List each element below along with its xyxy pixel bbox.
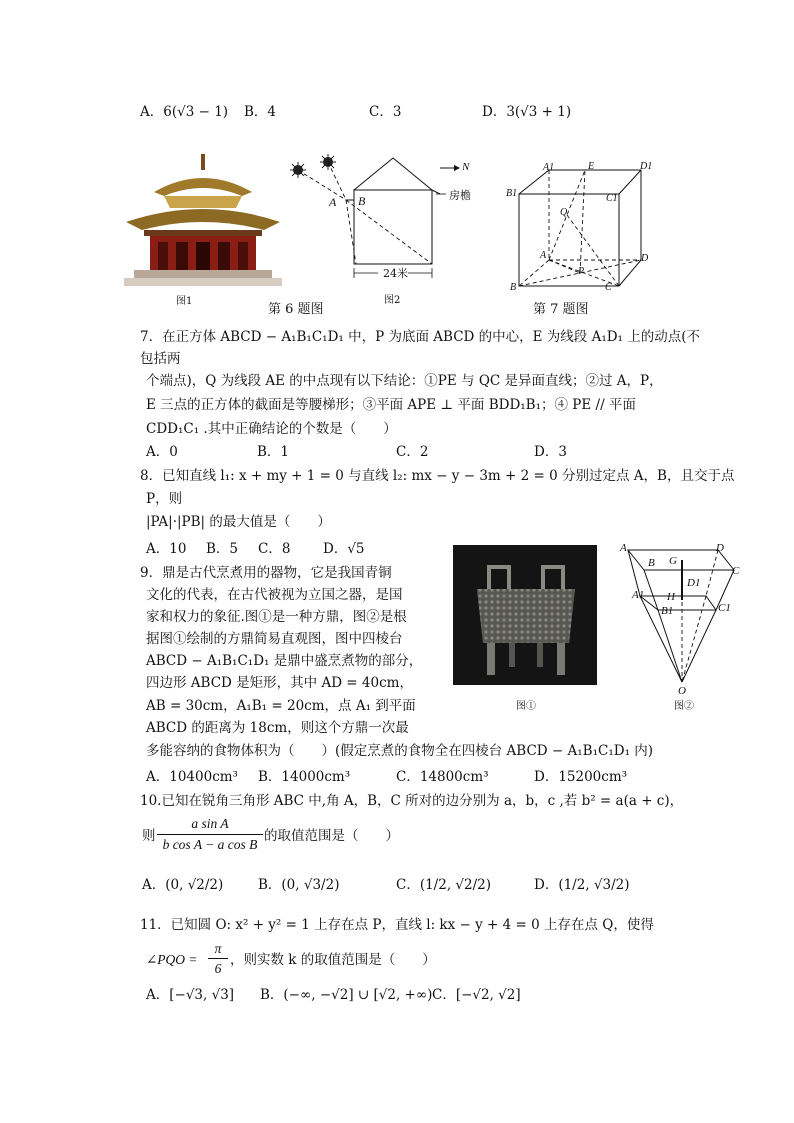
q11-fraction-denominator: 6 [214,961,222,976]
cube-label-d1: D1 [640,161,653,172]
q7-option-c: C．2 [396,444,429,460]
q10-option-b: B．(0, √3/2) [258,877,340,893]
cube-label-a: A [540,250,547,261]
frustum-label-b: B [648,557,655,569]
frustum-label-d: D [716,542,724,554]
q7-line-1: 7．在正方体 ABCD − A₁B₁C₁D₁ 中，P 为底面 ABCD 的中心，E 为线段 A₁D₁ 上的动点(不 [140,329,701,345]
q7-line-5: CDD₁C₁ .其中正确结论的个数是（ ） [146,421,397,437]
q9-line-1: 9．鼎是古代烹煮用的器物，它是我国青铜 [140,565,392,581]
q8-line-2: P，则 [146,491,183,507]
cube-label-b1: B1 [506,188,518,199]
frustum-label-g: G [669,555,677,567]
fig1-caption: 图1 [176,296,193,307]
frustum-label-a: A [620,542,627,554]
q10-suffix: 的取值范围是（ ） [264,828,399,844]
q9-line-6: 四边形 ABCD 是矩形，其中 AD = 40cm， [146,675,413,691]
fig2-caption: 图2 [384,295,401,306]
cube-label-b: B [510,282,517,293]
frustum-diagram [620,540,750,692]
pavilion-photo [124,150,282,286]
q9-line-9: 多能容纳的食物体积为（ ）(假定烹煮的食物全在四棱台 ABCD − A₁B₁C₁D₁ 内) [146,743,654,759]
q11-fraction [208,940,228,977]
q11-fraction-numerator: π [214,941,222,956]
q10-option-a: A．(0, √2/2) [142,877,224,893]
q7-option-a: A．0 [146,444,178,460]
q10-line-1: 10.已知在锐角三角形 ABC 中,角 A，B，C 所对的边分别为 a，b，c ,若 b² = a(a + c)， [140,793,684,809]
q9-option-b: B．14000cm³ [258,769,351,785]
q7-line-3: 个端点)，Q 为线段 AE 的中点现有以下结论：①PE 与 QC 是异面直线；②过 A，P， [146,373,663,389]
q11-option-b: B．(−∞, −√2] ∪ [√2, +∞) [260,987,433,1003]
ding-diagram-caption: 图② [674,701,694,712]
q9-line-4: 据图①绘制的方鼎简易直观图，图中四棱台 [146,631,403,647]
ding-photo-caption: 图① [516,701,536,712]
q5-option-a: A．6(√3 − 1) [140,104,229,120]
q8-line-1: 8．已知直线 l₁: x + my + 1 = 0 与直线 l₂: mx − y − 3m + 2 = 0 分别过定点 A，B，且交于点 [140,468,735,484]
q10-fraction-denominator: b cos A − a cos B [162,837,258,852]
q8-option-b: B．5 [206,541,239,557]
q11-fraction-bar [208,958,228,959]
q11-option-a: A．[−√3, √3] [146,987,235,1003]
fig2-north-label: N [462,161,470,173]
frustum-label-a1: A1 [632,589,645,601]
q10-fraction-bar [157,834,263,835]
fig2-label-b: B [358,194,366,208]
q11-prefix: ∠PQO = [146,952,198,967]
q7-option-b: B．1 [257,444,290,460]
fig2-eave-label: 房檐 [449,189,471,202]
q9-line-8: ABCD 的距离为 18cm，则这个方鼎一次最 [146,720,409,736]
q9-line-5: ABCD − A₁B₁C₁D₁ 是鼎中盛烹煮物的部分， [146,653,423,669]
q9-line-7: AB = 30cm，A₁B₁ = 20cm，点 A₁ 到平面 [146,698,416,714]
q8-option-a: A．10 [146,541,187,557]
q6-figure-caption: 第 6 题图 [268,302,324,317]
q11-option-c: C．[−√2, √2] [432,987,521,1003]
shadow-diagram [290,150,480,282]
q9-option-d: D．15200cm³ [534,769,628,785]
frustum-label-c: C [732,565,740,577]
q5-option-b: B．4 [244,104,277,120]
q7-figure-caption: 第 7 题图 [533,302,589,317]
q11-line-1: 11．已知圆 O: x² + y² = 1 上存在点 P，直线 l: kx − y + 4 = 0 上存在点 Q，使得 [140,917,654,933]
q5-option-c: C．3 [369,104,402,120]
frustum-label-h: H [667,591,675,603]
cube-label-e: E [588,161,595,172]
frustum-label-c1: C1 [718,602,731,614]
q10-fraction-numerator: a sin A [191,816,229,831]
q8-option-d: D．√5 [323,541,365,557]
cube-label-q: Q [560,207,568,218]
q10-fraction [157,815,263,854]
q7-line-4: E 三点的正方体的截面是等腰梯形；③平面 APE ⊥ 平面 BDD₁B₁；④ PE // 平面 [146,397,636,413]
ding-photo [453,545,597,685]
q9-line-2: 文化的代表，在古代被视为立国之器，是国 [146,587,403,603]
q9-option-a: A．10400cm³ [146,769,238,785]
q7-option-d: D．3 [534,444,567,460]
q10-option-d: D．(1/2, √3/2) [534,877,630,893]
frustum-label-d1: D1 [687,577,701,589]
q5-option-d: D．3(√3 + 1) [482,104,572,120]
cube-label-c: C [605,282,612,293]
cube-label-d: D [641,253,649,264]
fig2-label-a: A [329,195,337,209]
cube-label-p: P [578,266,585,277]
fig2-dimension-label: 24米 [383,267,408,280]
q10-option-c: C．(1/2, √2/2) [396,877,492,893]
q10-prefix: 则 [142,828,156,844]
frustum-label-b1: B1 [661,605,674,617]
frustum-label-o: O [678,685,686,697]
q7-line-2: 包括两 [140,351,181,367]
cube-label-a1: A1 [543,162,555,173]
q9-line-3: 家和权力的象征.图①是一种方鼎，图②是根 [146,609,407,625]
q9-option-c: C．14800cm³ [396,769,489,785]
q11-suffix: ，则实数 k 的取值范围是（ ） [230,952,436,968]
cube-label-c1: C1 [606,193,618,204]
q8-line-3: |PA|·|PB| 的最大值是（ ） [146,514,331,530]
q8-option-c: C．8 [258,541,291,557]
